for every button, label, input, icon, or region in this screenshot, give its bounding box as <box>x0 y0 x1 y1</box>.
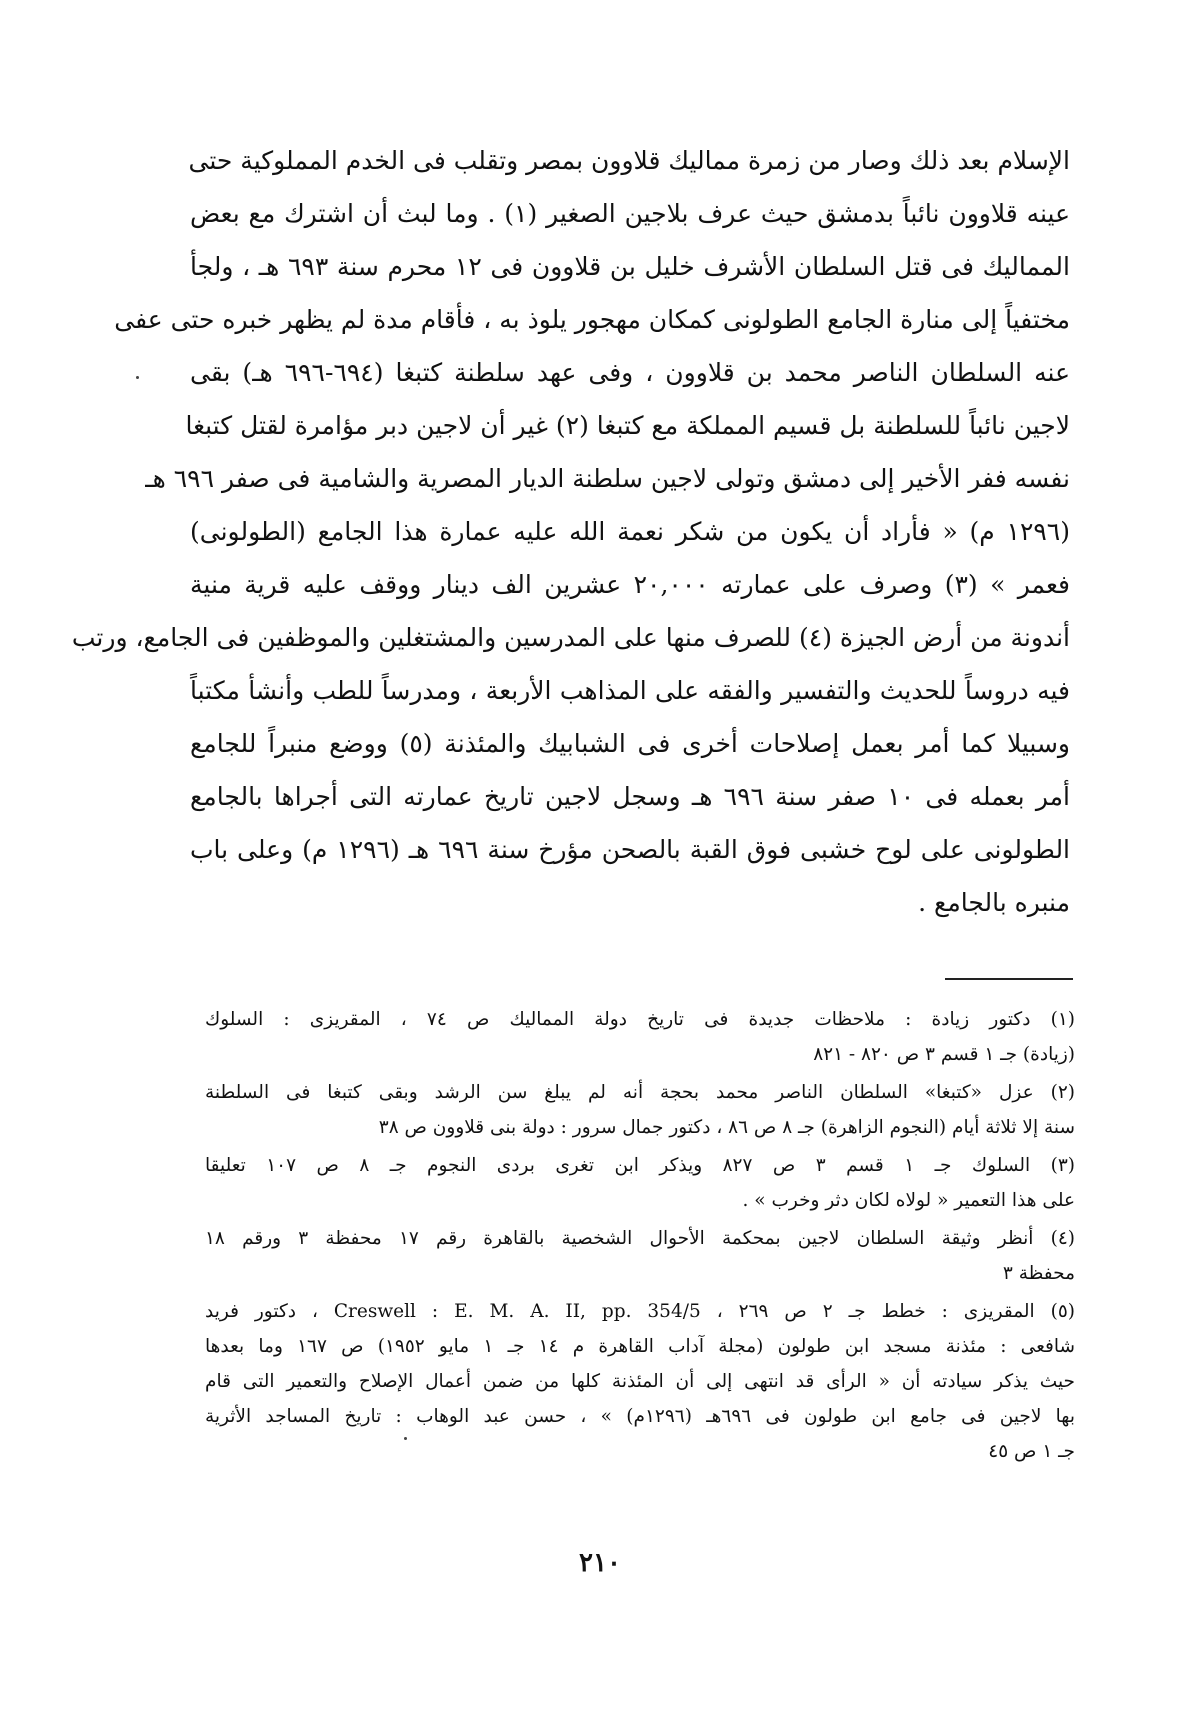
text-line: المماليك فى قتل السلطان الأشرف خليل بن قلاوون فى ١٢ محرم سنة ٦٩٣ هـ ، ولجأ <box>190 252 1070 281</box>
footnote-line: (٣) السلوك جـ ١ قسم ٣ ص ٨٢٧ ويذكر ابن تغرى بردى النجوم جـ ٨ ص ١٠٧ تعليقا <box>205 1155 1075 1176</box>
footnote-4 <box>205 1221 1075 1291</box>
text-line: الإسلام بعد ذلك وصار من زمرة مماليك قلاوون بمصر وتقلب فى الخدم المملوكية حتى <box>188 146 1070 175</box>
footnote-line: جـ ١ ص ٤٥ <box>988 1441 1075 1462</box>
footnote-line: (٥) المقريزى : خطط جـ ٢ ص ٢٦٩ ، Creswell : E. M. A. II, pp. 354/5 ، دكتور فريد <box>205 1301 1075 1322</box>
text-line: أمر بعمله فى ١٠ صفر سنة ٦٩٦ هـ وسجل لاجين تاريخ عمارته التى أجراها بالجامع <box>190 782 1071 811</box>
footnote-2 <box>205 1075 1075 1145</box>
footnote-divider <box>945 978 1073 980</box>
text-line: مختفياً إلى منارة الجامع الطولونى كمكان مهجور يلوذ به ، فأقام مدة لم يظهر خبره حتى عفى <box>114 305 1070 334</box>
footnote-line: (١) دكتور زيادة : ملاحظات جديدة فى تاريخ دولة المماليك ص ٧٤ ، المقريزى : السلوك <box>205 1009 1076 1030</box>
scan-speck <box>136 376 139 379</box>
page-number: ٢١٠ <box>579 1548 621 1578</box>
footnote-1 <box>205 1002 1075 1072</box>
footnote-line: سنة إلا ثلاثة أيام (النجوم الزاهرة) جـ ٨ ص ٨٦ ، دكتور جمال سرور : دولة بنى قلاوون ص ٣٨ <box>378 1117 1075 1138</box>
text-line: عينه قلاوون نائباً بدمشق حيث عرف بلاجين الصغير (١) . وما لبث أن اشترك مع بعض <box>190 199 1070 228</box>
footnote-line: (٢) عزل «كتبغا» السلطان الناصر محمد بحجة أنه لم يبلغ سن الرشد وبقى كتبغا فى السلطنة <box>205 1082 1075 1103</box>
footnote-line: (زيادة) جـ ١ قسم ٣ ص ٨٢٠ - ٨٢١ <box>813 1044 1075 1065</box>
footnote-line: بها لاجين فى جامع ابن طولون فى ٦٩٦هـ (١٢٩٦م) » ، حسن عبد الوهاب : تاريخ المساجد الأثرية <box>205 1406 1075 1427</box>
main-text <box>71 134 1071 929</box>
text-line: فعمر » (٣) وصرف على عمارته ٢٠,٠٠٠ عشرين الف دينار ووقف عليه قرية منية <box>190 570 1071 599</box>
text-line: نفسه ففر الأخير إلى دمشق وتولى لاجين سلطنة الديار المصرية والشامية فى صفر ٦٩٦ هـ <box>145 464 1070 493</box>
text-line: عنه السلطان الناصر محمد بن قلاوون ، وفى عهد سلطنة كتبغا (٦٩٤-٦٩٦ هـ) بقى <box>190 358 1070 387</box>
text-line: أندونة من أرض الجيزة (٤) للصرف منها على المدرسين والمشتغلين والموظفين فى الجامع، ورتب <box>71 623 1070 652</box>
scan-speck <box>404 1437 407 1440</box>
footnote-line: شافعى : مئذنة مسجد ابن طولون (مجلة آداب القاهرة م ١٤ جـ ١ مايو ١٩٥٢) ص ١٦٧ وما بعدها <box>205 1336 1076 1357</box>
footnote-5 <box>205 1294 1075 1469</box>
footnote-line: محفظة ٣ <box>1002 1263 1075 1284</box>
footnote-line: حيث يذكر سيادته أن « الرأى قد انتهى إلى أن المئذنة كلها من ضمن أعمال الإصلاح والتعمير التى قام <box>205 1371 1075 1392</box>
text-line: الطولونى على لوح خشبى فوق القبة بالصحن مؤرخ سنة ٦٩٦ هـ (١٢٩٦ م) وعلى باب <box>190 835 1071 864</box>
footnote-3 <box>205 1148 1075 1218</box>
text-line: منبره بالجامع . <box>918 888 1070 917</box>
text-line: (١٢٩٦ م) « فأراد أن يكون من شكر نعمة الله عليه عمارة هذا الجامع (الطولونى) <box>190 517 1070 546</box>
text-line: لاجين نائباً للسلطنة بل قسيم المملكة مع كتبغا (٢) غير أن لاجين دبر مؤامرة لقتل كتبغا <box>185 411 1070 440</box>
text-line: وسبيلا كما أمر بعمل إصلاحات أخرى فى الشبابيك والمئذنة (٥) ووضع منبراً للجامع <box>190 729 1070 758</box>
footnote-line: على هذا التعمير « لولاه لكان دثر وخرب » . <box>742 1190 1075 1211</box>
text-line: فيه دروساً للحديث والتفسير والفقه على المذاهب الأربعة ، ومدرساً للطب وأنشأ مكتباً <box>190 676 1070 705</box>
footnotes <box>205 1002 1075 1469</box>
footnote-line: (٤) أنظر وثيقة السلطان لاجين بمحكمة الأحوال الشخصية بالقاهرة رقم ١٧ محفظة ٣ ورقم ١٨ <box>205 1228 1075 1249</box>
